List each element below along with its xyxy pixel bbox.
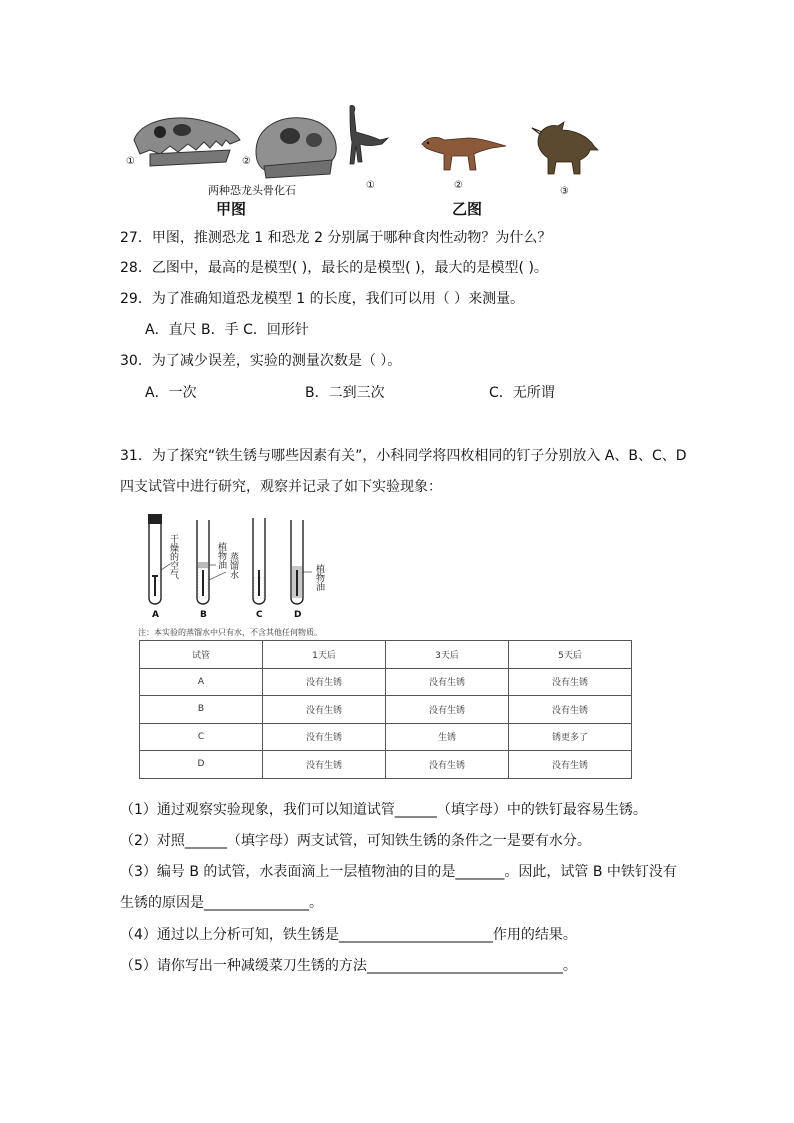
tube-a-label: 干燥的空气	[168, 534, 178, 579]
question-30-option-c: C．无所谓	[489, 385, 555, 401]
question-30-option-a: A．一次	[145, 385, 197, 401]
table-header-cell: 1天后	[263, 641, 386, 669]
subquestion-3-line-1: （3）编号 B 的试管，水表面滴上一层植物油的目的是_______。因此，试管 B 中铁钉没有	[120, 864, 677, 880]
question-30-option-b: B．二到三次	[305, 385, 385, 401]
table-cell: C	[140, 723, 263, 751]
skull-marker-2: ②	[242, 156, 251, 167]
table-row	[140, 696, 632, 724]
model-marker-3: ③	[560, 186, 569, 197]
table-cell: 没有生锈	[386, 696, 509, 724]
table-header-cell: 试管	[140, 641, 263, 669]
table-cell: 没有生锈	[263, 723, 386, 751]
tube-d-label: 植物油	[314, 564, 324, 591]
table-cell: 生锈	[386, 723, 509, 751]
question-30: 30．为了减少误差，实验的测量次数是（ ）。	[120, 353, 402, 369]
results-table	[139, 640, 632, 779]
question-28: 28．乙图中，最高的是模型( )，最长的是模型( )，最大的是模型( )。	[120, 260, 548, 276]
question-29-options: A．直尺 B．手 C．回形针	[145, 322, 309, 338]
dinosaur-model-1-image	[342, 102, 392, 174]
question-31-line-1: 31．为了探究“铁生锈与哪些因素有关”，小科同学将四枚相同的钉子分别放入 A、B、C、D	[120, 448, 687, 464]
tube-a-letter: A	[152, 610, 159, 620]
figure-label-yi: 乙图	[452, 200, 483, 218]
figure-label-jia: 甲图	[216, 200, 247, 218]
table-header-cell: 5天后	[509, 641, 632, 669]
subquestion-4: （4）通过以上分析可知，铁生锈是______________________作用的结果。	[120, 927, 577, 943]
table-cell: 没有生锈	[509, 668, 632, 696]
table-cell: 没有生锈	[509, 696, 632, 724]
tube-c-letter: C	[256, 610, 263, 620]
table-cell: 没有生锈	[509, 751, 632, 779]
table-cell: D	[140, 751, 263, 779]
question-27: 27．甲图，推测恐龙 1 和恐龙 2 分别属于哪种食肉性动物？为什么？	[120, 230, 552, 246]
table-cell: 没有生锈	[386, 668, 509, 696]
table-header-cell: 3天后	[386, 641, 509, 669]
question-29: 29．为了准确知道恐龙模型 1 的长度，我们可以用（ ）来测量。	[120, 291, 525, 307]
table-cell: 锈更多了	[509, 723, 632, 751]
table-row	[140, 723, 632, 751]
subquestion-1: （1）通过观察实验现象，我们可以知道试管______（填字母）中的铁钉最容易生锈。	[120, 802, 647, 818]
dinosaur-model-3-image	[530, 120, 600, 180]
dinosaur-skull-2-image	[250, 112, 342, 182]
test-tube-diagram	[140, 512, 340, 624]
subquestion-3-line-2: 生锈的原因是_______________。	[120, 895, 323, 911]
model-marker-1: ①	[366, 180, 375, 191]
skull-marker-1: ①	[126, 156, 135, 167]
table-row	[140, 668, 632, 696]
tube-c-label: 蒸馏水	[228, 552, 238, 579]
question-31-line-2: 四支试管中进行研究，观察并记录了如下实验现象：	[120, 479, 442, 495]
diagram-note: 注：本实验的蒸馏水中只有水，不含其他任何物质。	[138, 628, 322, 637]
skull-caption: 两种恐龙头骨化石	[208, 184, 296, 197]
dinosaur-model-2-image	[418, 126, 508, 176]
table-cell: A	[140, 668, 263, 696]
table-row	[140, 751, 632, 779]
table-cell: 没有生锈	[263, 668, 386, 696]
table-cell: 没有生锈	[263, 696, 386, 724]
tube-d-letter: D	[294, 610, 302, 620]
model-marker-2: ②	[454, 180, 463, 191]
table-cell: 没有生锈	[263, 751, 386, 779]
table-header-row	[140, 641, 632, 669]
dinosaur-skull-1-image	[130, 110, 242, 170]
tube-b-letter: B	[200, 610, 207, 620]
tube-b-label: 植物油	[216, 542, 226, 569]
subquestion-2: （2）对照______（填字母）两支试管，可知铁生锈的条件之一是要有水分。	[120, 833, 591, 849]
dinosaur-figure	[120, 98, 610, 218]
table-cell: B	[140, 696, 263, 724]
table-cell: 没有生锈	[386, 751, 509, 779]
subquestion-5: （5）请你写出一种减缓菜刀生锈的方法____________________________。	[120, 958, 577, 974]
